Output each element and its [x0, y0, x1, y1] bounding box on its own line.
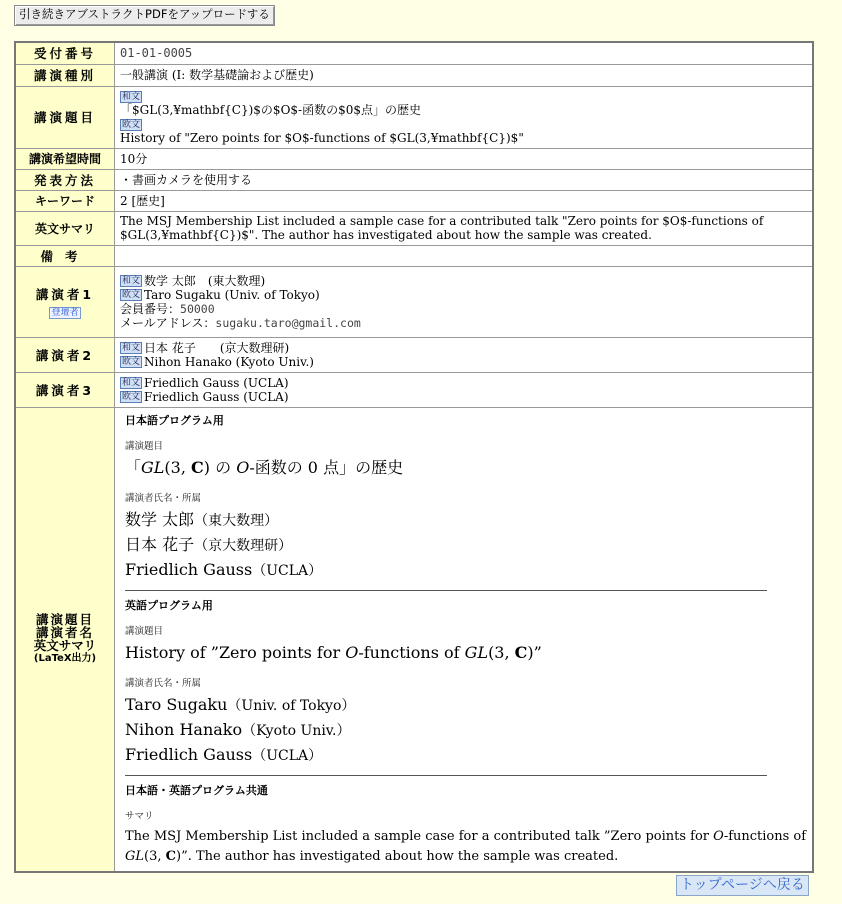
summary-label: 英文サマリ	[15, 211, 115, 245]
en-tag: 欧文	[122, 119, 141, 130]
member-number-label: 会員番号：	[120, 301, 181, 316]
method-value: ・書画カメラを使用する	[115, 169, 814, 190]
en-tag: 欧文	[122, 392, 141, 402]
speaker-3-ja: Friedlich Gauss (UCLA)	[144, 375, 289, 390]
presenter-badge[interactable]: 登壇者	[51, 307, 79, 318]
en-tag: 欧文	[122, 290, 141, 300]
speaker-3-value	[115, 372, 814, 407]
speaker-1-value	[115, 266, 814, 337]
en-speaker-2: Nihon Hanako（Kyoto Univ.）	[125, 719, 351, 739]
back-to-top-button[interactable]: トップページへ戻る	[676, 875, 809, 896]
upload-abstract-pdf-button[interactable]: 引き続きアブストラクトPDFをアップロードする	[14, 5, 275, 26]
jp-title-rendered: 「GL(3, C) の O-函数の 0 点」の歴史	[125, 457, 404, 477]
ja-tag: 和文	[122, 276, 141, 286]
speaker-1-ja: 数学 太郎 (東大数理)	[144, 273, 266, 288]
en-title-rendered: History of ”Zero points for O-functions of GL(3, C)”	[125, 642, 542, 662]
summary-value: The MSJ Membership List included a sample case for a contributed talk "Zero points for $O$-functions of $GL(3,¥mathbf{C})$". The author has investigated about how the sample was created.	[115, 211, 814, 245]
jp-program-heading: 日本語プログラム用	[125, 413, 224, 427]
row-latex	[15, 407, 813, 872]
row-keyword	[15, 190, 813, 211]
method-label: 発表方法	[15, 169, 115, 190]
latex-label-title: 講演題目	[35, 612, 94, 627]
row-title	[15, 86, 813, 148]
speaker-2-ja: 日本 花子 (京大数理研)	[144, 340, 290, 355]
type-label: 講演種別	[15, 64, 115, 86]
divider-1	[125, 590, 767, 591]
row-time	[15, 148, 813, 169]
en-title-subheading: 講演題目	[125, 625, 164, 637]
email-label: メールアドレス：	[120, 315, 216, 330]
common-program-heading: 日本語・英語プログラム共通	[125, 783, 268, 797]
email-value: sugaku.taro@gmail.com	[215, 315, 361, 330]
row-method	[15, 169, 813, 190]
row-summary	[15, 211, 813, 245]
receipt-value: 01-01-0005	[115, 42, 814, 64]
ja-tag: 和文	[122, 91, 141, 102]
row-type	[15, 64, 813, 86]
speaker-1-label: 講演者1	[35, 286, 95, 302]
divider-2	[125, 775, 767, 776]
receipt-label: 受付番号	[15, 42, 115, 64]
summary-subheading: サマリ	[125, 810, 154, 822]
speaker-1-en: Taro Sugaku (Univ. of Tokyo)	[144, 287, 320, 302]
title-en: History of "Zero points for $O$-functions of $GL(3,¥mathbf{C})$"	[120, 131, 524, 145]
jp-speaker-1: 数学 太郎（東大数理）	[125, 509, 279, 529]
speaker-2-en: Nihon Hanako (Kyoto Univ.)	[144, 354, 314, 369]
type-value: 一般講演 (I: 数学基礎論および歴史)	[115, 64, 814, 86]
latex-label-output: (LaTeX出力)	[33, 653, 97, 664]
latex-output	[115, 407, 814, 872]
remarks-label: 備考	[15, 245, 115, 266]
summary-rendered: The MSJ Membership List included a sample case for a contributed talk ”Zero points for O-functions of GL(3, C)”. The author has investigated about how the sample was created.	[125, 828, 807, 864]
ja-tag: 和文	[122, 343, 141, 353]
time-value: 10分	[115, 148, 814, 169]
en-tag: 欧文	[122, 357, 141, 367]
keyword-value: 2 [歴史]	[115, 190, 814, 211]
title-label: 講演題目	[15, 86, 115, 148]
latex-label-speaker: 講演者名	[35, 625, 94, 640]
remarks-value	[115, 245, 814, 266]
speaker-1-label-cell	[15, 266, 115, 337]
row-remarks	[15, 245, 813, 266]
speaker-3-label: 講演者3	[15, 372, 115, 407]
member-number: 50000	[180, 301, 215, 316]
row-speaker-2	[15, 337, 813, 372]
speaker-2-label: 講演者2	[15, 337, 115, 372]
speaker-3-en: Friedlich Gauss (UCLA)	[144, 389, 289, 404]
title-value	[115, 86, 814, 148]
time-label: 講演希望時間	[15, 148, 115, 169]
keyword-label: キーワード	[15, 190, 115, 211]
en-program-heading: 英語プログラム用	[125, 598, 213, 612]
submission-table	[14, 41, 814, 873]
jp-speaker-2: 日本 花子（京大数理研）	[125, 534, 293, 554]
speaker-2-value	[115, 337, 814, 372]
latex-label-summary: 英文サマリ	[33, 638, 97, 653]
jp-title-subheading: 講演題目	[125, 440, 164, 452]
title-ja: 「$GL(3,¥mathbf{C})$の$O$-函数の$0$点」の歴史	[120, 103, 421, 117]
en-speaker-1: Taro Sugaku（Univ. of Tokyo）	[125, 694, 356, 714]
ja-tag: 和文	[122, 378, 141, 388]
latex-label-cell	[15, 407, 115, 872]
row-speaker-1	[15, 266, 813, 337]
row-speaker-3	[15, 372, 813, 407]
jp-speaker-3: Friedlich Gauss（UCLA）	[125, 559, 323, 579]
jp-speakers-subheading: 講演者氏名・所属	[125, 492, 202, 504]
row-receipt	[15, 42, 813, 64]
en-speaker-3: Friedlich Gauss（UCLA）	[125, 744, 323, 764]
en-speakers-subheading: 講演者氏名・所属	[125, 677, 202, 689]
